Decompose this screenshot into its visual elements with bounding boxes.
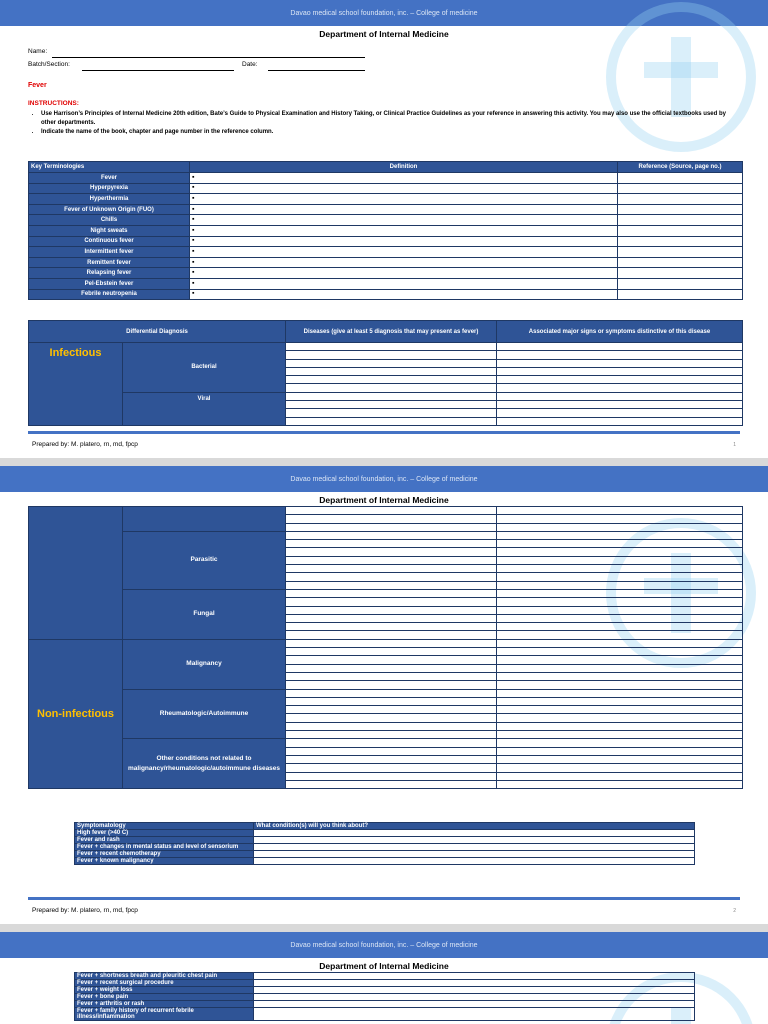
- table-row: [75, 837, 695, 844]
- symptomatology-table-continued: [74, 972, 695, 1021]
- condition-answer-cell[interactable]: [254, 994, 695, 1001]
- symptom-label: Fever + arthritis or rash: [75, 1001, 254, 1008]
- symptom-label: Fever + bone pain: [75, 994, 254, 1001]
- disease-cell[interactable]: [286, 656, 497, 664]
- table-row: [29, 236, 743, 247]
- signs-cell[interactable]: [497, 780, 743, 788]
- condition-answer-cell[interactable]: [254, 973, 695, 980]
- header-banner: [0, 932, 768, 958]
- signs-cell[interactable]: [497, 359, 743, 367]
- reference-cell[interactable]: [618, 225, 743, 236]
- table-row: [29, 215, 743, 226]
- instructions-title: INSTRUCTIONS:: [28, 100, 79, 107]
- condition-answer-cell[interactable]: [254, 1008, 695, 1021]
- table-row: [29, 257, 743, 268]
- disease-cell[interactable]: [286, 672, 497, 680]
- bullet-icon: ▪: [192, 279, 195, 287]
- table-row: [29, 589, 743, 597]
- table-row: [75, 980, 695, 987]
- bullet-icon: ▪: [192, 258, 195, 266]
- signs-cell[interactable]: [497, 772, 743, 780]
- signs-cell[interactable]: [497, 681, 743, 689]
- signs-cell[interactable]: [497, 639, 743, 647]
- disease-cell[interactable]: [286, 722, 497, 730]
- signs-cell[interactable]: [497, 343, 743, 351]
- reference-cell[interactable]: [618, 289, 743, 300]
- signs-cell[interactable]: [497, 664, 743, 672]
- bullet-icon: ▪: [192, 237, 195, 245]
- disease-cell[interactable]: [286, 623, 497, 631]
- disease-cell[interactable]: [286, 764, 497, 772]
- symptom-label: Fever + shortness breath and pleuritic chest pain: [75, 973, 254, 980]
- disease-cell[interactable]: [286, 531, 497, 539]
- differential-diagnosis-table: [28, 320, 743, 426]
- definition-cell[interactable]: [190, 194, 618, 205]
- table-row: [29, 173, 743, 184]
- disease-cell[interactable]: [286, 351, 497, 359]
- disease-cell[interactable]: [286, 581, 497, 589]
- prepared-by: Prepared by: M. platero, rn, md, fpcp: [32, 907, 138, 914]
- signs-cell[interactable]: [497, 631, 743, 639]
- instruction-item: • Indicate the name of the book, chapter and page number in the reference column.: [41, 128, 741, 137]
- signs-cell[interactable]: [497, 672, 743, 680]
- bullet-icon: ▪: [192, 290, 195, 298]
- department-title: Department of Internal Medicine: [319, 29, 449, 39]
- disease-cell[interactable]: [286, 589, 497, 597]
- condition-answer-cell[interactable]: [254, 837, 695, 844]
- batch-section-label: Batch/Section:: [28, 61, 70, 68]
- school-name: Davao medical school foundation, inc. – College of medicine: [290, 9, 478, 17]
- disease-cell[interactable]: [286, 755, 497, 763]
- infectious-label: Infectious: [29, 343, 123, 426]
- disease-cell[interactable]: [286, 409, 497, 417]
- category-parasitic: Parasitic: [123, 531, 286, 589]
- symptom-label: Fever + weight loss: [75, 987, 254, 994]
- term-label: Night sweats: [29, 225, 190, 236]
- bullet-icon: ▪: [192, 226, 195, 234]
- disease-cell[interactable]: [286, 772, 497, 780]
- symptom-label: Fever + changes in mental status and level of sensorium: [75, 844, 254, 851]
- disease-cell[interactable]: [286, 614, 497, 622]
- disease-cell[interactable]: [286, 780, 497, 788]
- header-definition: Definition: [190, 162, 618, 173]
- reference-cell[interactable]: [618, 204, 743, 215]
- term-label: Pel-Ebstein fever: [29, 278, 190, 289]
- header-banner: [0, 466, 768, 492]
- batch-section-field[interactable]: [82, 63, 234, 71]
- category-bacterial: Bacterial: [123, 343, 286, 393]
- signs-cell[interactable]: [497, 623, 743, 631]
- condition-answer-cell[interactable]: [254, 851, 695, 858]
- disease-cell[interactable]: [286, 515, 497, 523]
- bullet-icon: ▪: [192, 173, 195, 181]
- header-associated-signs: Associated major signs or symptoms distinctive of this disease: [497, 321, 743, 343]
- table-row: [75, 973, 695, 980]
- category-malignancy: Malignancy: [123, 639, 286, 689]
- signs-cell[interactable]: [497, 523, 743, 531]
- disease-cell[interactable]: [286, 664, 497, 672]
- disease-cell[interactable]: [286, 367, 497, 375]
- signs-cell[interactable]: [497, 409, 743, 417]
- instructions-list: [41, 110, 741, 137]
- table-row: [29, 507, 743, 515]
- table-row: [75, 1001, 695, 1008]
- disease-cell[interactable]: [286, 523, 497, 531]
- signs-cell[interactable]: [497, 392, 743, 400]
- table-row: [29, 204, 743, 215]
- condition-answer-cell[interactable]: [254, 844, 695, 851]
- disease-cell[interactable]: [286, 343, 497, 351]
- page-number: 1: [733, 442, 736, 448]
- signs-cell[interactable]: [497, 689, 743, 697]
- signs-cell[interactable]: [497, 515, 743, 523]
- signs-cell[interactable]: [497, 417, 743, 425]
- signs-cell[interactable]: [497, 739, 743, 747]
- differential-diagnosis-table-continued: [28, 506, 743, 789]
- signs-cell[interactable]: [497, 598, 743, 606]
- symptom-label: Fever + family history of recurrent febrile illness/inflammation: [75, 1008, 254, 1021]
- signs-cell[interactable]: [497, 367, 743, 375]
- disease-cell[interactable]: [286, 548, 497, 556]
- page-1: [0, 0, 768, 458]
- header-key-terminologies: Key Terminologies: [29, 162, 190, 173]
- date-label: Date:: [242, 61, 258, 68]
- disease-cell[interactable]: [286, 376, 497, 384]
- signs-cell[interactable]: [497, 384, 743, 392]
- signs-cell[interactable]: [497, 697, 743, 705]
- disease-cell[interactable]: [286, 573, 497, 581]
- condition-answer-cell[interactable]: [254, 830, 695, 837]
- disease-cell[interactable]: [286, 507, 497, 515]
- bullet-icon: ▪: [192, 269, 195, 277]
- signs-cell[interactable]: [497, 589, 743, 597]
- disease-cell[interactable]: [286, 540, 497, 548]
- reference-cell[interactable]: [618, 194, 743, 205]
- signs-cell[interactable]: [497, 507, 743, 515]
- disease-cell[interactable]: [286, 731, 497, 739]
- signs-cell[interactable]: [497, 731, 743, 739]
- table-row: [29, 639, 743, 647]
- reference-cell[interactable]: [618, 215, 743, 226]
- disease-cell[interactable]: [286, 739, 497, 747]
- bullet-icon: ▪: [192, 247, 195, 255]
- signs-cell[interactable]: [497, 606, 743, 614]
- table-row: [75, 994, 695, 1001]
- condition-answer-cell[interactable]: [254, 987, 695, 994]
- infectious-label-continued: [29, 507, 123, 640]
- signs-cell[interactable]: [497, 573, 743, 581]
- definition-cell[interactable]: [190, 236, 618, 247]
- table-row: [75, 858, 695, 865]
- reference-cell[interactable]: [618, 247, 743, 258]
- term-label: Chills: [29, 215, 190, 226]
- bullet-icon: ▪: [192, 216, 195, 224]
- table-row: [29, 268, 743, 279]
- prepared-by: Prepared by: M. platero, rn, md, fpcp: [32, 441, 138, 448]
- definition-cell[interactable]: [190, 247, 618, 258]
- header-reference: Reference (Source, page no.): [618, 162, 743, 173]
- definition-cell[interactable]: [190, 278, 618, 289]
- table-row: [75, 851, 695, 858]
- disease-cell[interactable]: [286, 706, 497, 714]
- definition-cell[interactable]: [190, 268, 618, 279]
- disease-cell[interactable]: [286, 359, 497, 367]
- header-symptomatology: Symptomatology: [75, 823, 254, 830]
- definition-cell[interactable]: [190, 289, 618, 300]
- reference-cell[interactable]: [618, 183, 743, 194]
- disease-cell[interactable]: [286, 631, 497, 639]
- term-label: Hyperpyrexia: [29, 183, 190, 194]
- signs-cell[interactable]: [497, 548, 743, 556]
- table-row: [29, 183, 743, 194]
- page-3: [0, 932, 768, 1024]
- terminology-table: [28, 161, 743, 300]
- disease-cell[interactable]: [286, 384, 497, 392]
- signs-cell[interactable]: [497, 556, 743, 564]
- signs-cell[interactable]: [497, 531, 743, 539]
- term-label: Remittent fever: [29, 257, 190, 268]
- term-label: Febrile neutropenia: [29, 289, 190, 300]
- table-row: [29, 739, 743, 747]
- table-row: [75, 830, 695, 837]
- header-conditions: What condition(s) will you think about?: [254, 823, 695, 830]
- definition-cell[interactable]: [190, 173, 618, 184]
- disease-cell[interactable]: [286, 556, 497, 564]
- signs-cell[interactable]: [497, 656, 743, 664]
- signs-cell[interactable]: [497, 764, 743, 772]
- term-label: Continuous fever: [29, 236, 190, 247]
- term-label: Fever of Unknown Origin (FUO): [29, 204, 190, 215]
- definition-cell[interactable]: [190, 225, 618, 236]
- symptom-label: High fever (>40 C): [75, 830, 254, 837]
- noninfectious-label: Non-infectious: [29, 639, 123, 788]
- table-row: [29, 225, 743, 236]
- table-row: [29, 247, 743, 258]
- table-row: [29, 194, 743, 205]
- signs-cell[interactable]: [497, 747, 743, 755]
- signs-cell[interactable]: [497, 401, 743, 409]
- reference-cell[interactable]: [618, 268, 743, 279]
- symptom-label: Fever + known malignancy: [75, 858, 254, 865]
- disease-cell[interactable]: [286, 392, 497, 400]
- category-fungal: Fungal: [123, 589, 286, 639]
- department-title: Department of Internal Medicine: [319, 961, 449, 971]
- name-field[interactable]: [52, 50, 365, 58]
- symptomatology-table: [74, 822, 695, 865]
- reference-cell[interactable]: [618, 257, 743, 268]
- signs-cell[interactable]: [497, 581, 743, 589]
- category-viral: Viral: [123, 392, 286, 425]
- definition-cell[interactable]: [190, 215, 618, 226]
- reference-cell[interactable]: [618, 278, 743, 289]
- reference-cell[interactable]: [618, 236, 743, 247]
- header-diseases: Diseases (give at least 5 diagnosis that may present as fever): [286, 321, 497, 343]
- disease-cell[interactable]: [286, 689, 497, 697]
- topic-title: Fever: [28, 82, 47, 89]
- department-title: Department of Internal Medicine: [319, 495, 449, 505]
- disease-cell[interactable]: [286, 714, 497, 722]
- disease-cell[interactable]: [286, 565, 497, 573]
- definition-cell[interactable]: [190, 257, 618, 268]
- disease-cell[interactable]: [286, 697, 497, 705]
- footer-divider: [28, 897, 740, 900]
- bullet-icon: ▪: [192, 205, 195, 213]
- signs-cell[interactable]: [497, 755, 743, 763]
- school-name: Davao medical school foundation, inc. – College of medicine: [290, 475, 478, 483]
- bullet-icon: ▪: [192, 184, 195, 192]
- school-name: Davao medical school foundation, inc. – College of medicine: [290, 941, 478, 949]
- page-2: [0, 466, 768, 924]
- table-row: [29, 278, 743, 289]
- symptom-label: Fever and rash: [75, 837, 254, 844]
- disease-cell[interactable]: [286, 648, 497, 656]
- definition-cell[interactable]: [190, 204, 618, 215]
- term-label: Fever: [29, 173, 190, 184]
- table-row: [75, 1008, 695, 1021]
- category-rheumatologic-autoimmune: Rheumatologic/Autoimmune: [123, 689, 286, 739]
- definition-cell[interactable]: [190, 183, 618, 194]
- signs-cell[interactable]: [497, 722, 743, 730]
- name-label: Name:: [28, 48, 48, 55]
- term-label: Intermittent fever: [29, 247, 190, 258]
- disease-cell[interactable]: [286, 417, 497, 425]
- disease-cell[interactable]: [286, 747, 497, 755]
- table-row: [29, 289, 743, 300]
- footer-divider: [28, 431, 740, 434]
- table-row: [29, 689, 743, 697]
- condition-answer-cell[interactable]: [254, 1001, 695, 1008]
- term-label: Hyperthermia: [29, 194, 190, 205]
- disease-cell[interactable]: [286, 681, 497, 689]
- bullet-icon: ▪: [192, 194, 195, 202]
- signs-cell[interactable]: [497, 706, 743, 714]
- reference-cell[interactable]: [618, 173, 743, 184]
- page-number: 2: [733, 908, 736, 914]
- condition-answer-cell[interactable]: [254, 858, 695, 865]
- signs-cell[interactable]: [497, 648, 743, 656]
- condition-answer-cell[interactable]: [254, 980, 695, 987]
- disease-cell[interactable]: [286, 401, 497, 409]
- symptom-label: Fever + recent chemotherapy: [75, 851, 254, 858]
- signs-cell[interactable]: [497, 376, 743, 384]
- signs-cell[interactable]: [497, 714, 743, 722]
- disease-cell[interactable]: [286, 598, 497, 606]
- table-row: [29, 531, 743, 539]
- table-row: [75, 844, 695, 851]
- instruction-item: • Use Harrison’s Principles of Internal Medicine 20th edition, Bate’s Guide to Physical Examination and History Taking, or Clinical Practice Guidelines as your reference in answering this activity. You may also use the official textbooks used by other departments.: [41, 110, 741, 128]
- disease-cell[interactable]: [286, 639, 497, 647]
- signs-cell[interactable]: [497, 540, 743, 548]
- signs-cell[interactable]: [497, 614, 743, 622]
- signs-cell[interactable]: [497, 565, 743, 573]
- disease-cell[interactable]: [286, 606, 497, 614]
- symptom-label: Fever + recent surgical procedure: [75, 980, 254, 987]
- signs-cell[interactable]: [497, 351, 743, 359]
- header-differential-diagnosis: Differential Diagnosis: [29, 321, 286, 343]
- date-field[interactable]: [268, 63, 365, 71]
- category-other-conditions: Other conditions not related to malignancy/rheumatologic/autoimmune diseases: [123, 739, 286, 789]
- term-label: Relapsing fever: [29, 268, 190, 279]
- category-viral-continued: [123, 507, 286, 532]
- table-row: [75, 987, 695, 994]
